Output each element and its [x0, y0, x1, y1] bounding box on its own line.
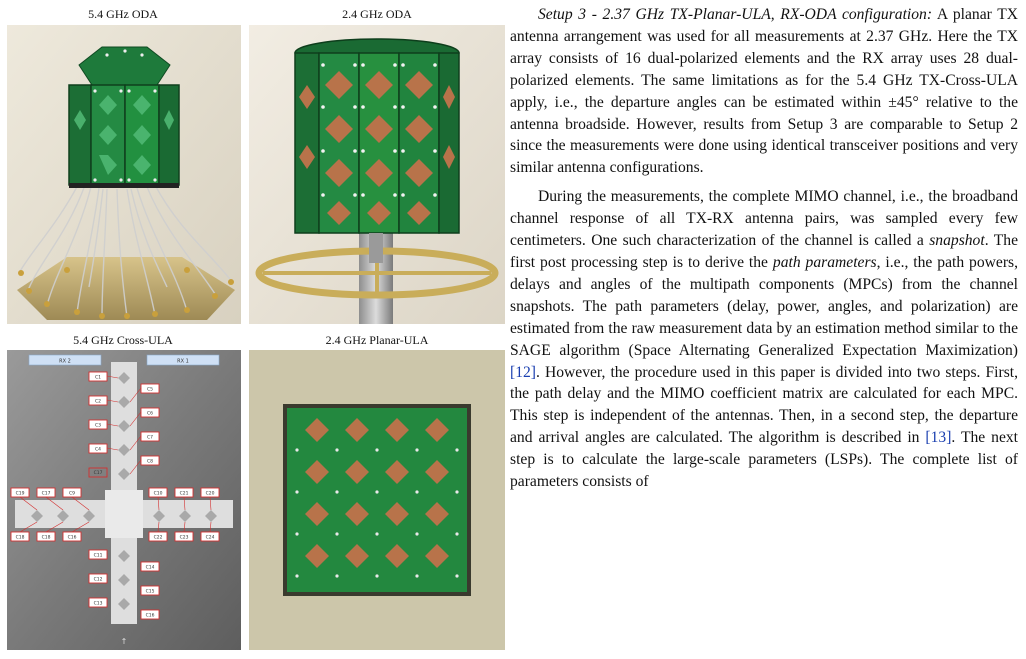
label-planar-ula: 2.4 GHz Planar-ULA	[325, 333, 429, 347]
tag-c12: C12	[93, 577, 103, 583]
tag-left-2: C17	[41, 491, 51, 497]
photo-oda-54	[7, 25, 241, 324]
setup3-heading: Setup 3 - 2.37 GHz TX-Planar-ULA, RX-ODA configuration:	[538, 6, 933, 23]
term-path-parameters: path parameters	[772, 253, 877, 271]
tag-c5: C5	[146, 387, 154, 393]
tag-right-6: C24	[205, 535, 215, 541]
tag-c6: C6	[146, 411, 154, 417]
tag-c4: C4	[94, 447, 102, 453]
tag-c8: C8	[146, 459, 154, 465]
citation-13[interactable]: [13]	[925, 429, 952, 447]
tag-right-2: C21	[179, 491, 189, 497]
label-cross-ula: 5.4 GHz Cross-ULA	[73, 333, 173, 347]
tag-c15: C15	[145, 589, 155, 595]
para2-part-c: , i.e., the path powers, delays and angles of the multipath components (MPCs) from the channel snapshots. The path parameters (delay, power, angles, and polarization) are estimated from the raw measurement data by an estimation method similar to the SAGE algorithm (Space Alternating Generalized Expectation Maximization)	[510, 253, 1018, 359]
tag-left-1: C19	[15, 491, 25, 497]
tag-c2: C2	[94, 399, 102, 405]
tag-c1: C1	[94, 375, 102, 381]
setup3-body: A planar TX antenna arrangement was used for all measurements at 2.37 GHz. Here the TX array consists of 16 dual-polarized elements and the RX array uses 28 dual-polarized elements. The same limitations as for the 5.4 GHz TX-Cross-ULA apply, i.e., the departure angles can be estimated within ±45° relative to the antenna broadside. However, results from Setup 3 are comparable to Setup 2 since the measurements were done using identical transceiver positions and very similar antenna configurations.	[510, 6, 1018, 177]
label-oda-54: 5.4 GHz ODA	[88, 7, 158, 21]
para2-part-e: . The next step is to calculate the large-scale parameters (LSPs). The complete list of parameters consists of	[510, 429, 1018, 491]
paragraph-setup3	[510, 4, 1018, 179]
tag-c7: C7	[146, 435, 154, 441]
tag-c14: C14	[145, 565, 155, 571]
para2-part-b: . The first post processing step is to derive the	[510, 232, 1018, 271]
tag-right-4: C22	[153, 535, 163, 541]
tag-left-4: C18	[15, 535, 25, 541]
photo-cross-ula	[7, 350, 241, 650]
para2-part-a: During the measurements, the complete MIMO channel, i.e., the broadband channel response of all TX-RX antenna pairs, was sampled every few centimeters. One such characterization of the channel is called a	[510, 188, 1018, 250]
tag-c16: C16	[145, 613, 155, 619]
tag-right-1: C10	[153, 491, 163, 497]
svg-text:↑: ↑	[120, 637, 128, 646]
tag-c9: C17	[93, 471, 103, 476]
body-text-column	[510, 4, 1018, 493]
tag-right-3: C20	[205, 491, 215, 497]
photo-planar-ula	[249, 350, 505, 650]
tag-c11: C11	[93, 553, 103, 559]
rx1-tag-text: RX 1	[177, 358, 189, 365]
citation-12[interactable]: [12]	[510, 363, 536, 381]
rx2-tag-text: RX 2	[59, 358, 71, 365]
photo-oda-24	[249, 25, 505, 324]
tag-c13: C13	[93, 601, 103, 607]
paragraph-measurement	[510, 186, 1018, 493]
tag-left-3: C9	[68, 491, 76, 497]
term-snapshot: snapshot	[929, 232, 985, 250]
tag-c3: C3	[94, 423, 102, 429]
tag-left-6: C16	[67, 535, 77, 541]
label-oda-24: 2.4 GHz ODA	[342, 7, 412, 21]
para2-part-d: . However, the procedure used in this paper is divided into two steps. First, the path delay and the MIMO coefficient matrix are calculated for each MPC. This step is independent of the antennas. Then, in a second step, the departure and arrival angles are calculated. The algorithm is described in	[510, 363, 1018, 447]
tag-right-5: C23	[179, 535, 189, 541]
tag-left-5: C18	[41, 535, 51, 541]
